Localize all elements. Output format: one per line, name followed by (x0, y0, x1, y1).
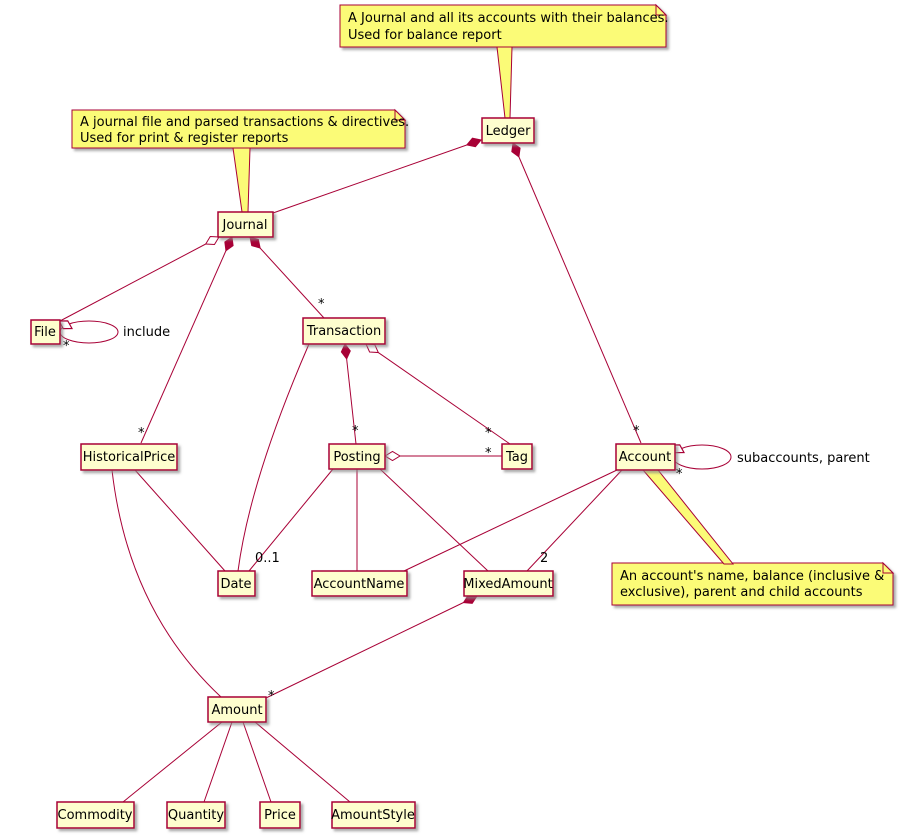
class-file (31, 320, 60, 344)
class-label-price: Price (264, 808, 296, 823)
edge-mixedamount-amount (266, 596, 477, 698)
edge-amount-quantity (204, 722, 232, 802)
class-label-accountname: AccountName (313, 577, 405, 592)
note-account-line1: An account's name, balance (inclusive & (620, 569, 885, 584)
class-label-amount: Amount (211, 703, 263, 718)
class-transaction (303, 318, 385, 344)
note-ledger-line1: A Journal and all its accounts with their balances. (348, 11, 669, 26)
edge-ledger-journal (273, 140, 481, 213)
edge-amount-amountstyle (255, 722, 350, 802)
edge-historicalprice-date (135, 470, 225, 571)
class-label-transaction: Transaction (306, 324, 382, 339)
note-account-pointer (643, 470, 733, 564)
class-label-mixedamount: MixedAmount (463, 577, 553, 592)
multiplicity-account-mixedamount: 2 (540, 551, 549, 566)
edge-journal-transaction (250, 237, 324, 318)
class-historicalprice (81, 444, 177, 470)
class-label-tag: Tag (505, 450, 529, 465)
multiplicity-account-self: * (676, 467, 683, 482)
class-commodity (57, 802, 134, 828)
class-date (218, 571, 255, 596)
edge-posting-mixedamount (380, 469, 488, 571)
edge-account-accountname (404, 470, 617, 571)
note-journal-line1: A journal file and parsed transactions & directives. (80, 115, 410, 130)
class-label-account: Account (618, 450, 672, 465)
class-tag (502, 444, 532, 469)
class-label-quantity: Quantity (167, 808, 225, 823)
class-nodes (31, 118, 675, 828)
class-ledger (482, 118, 534, 143)
class-quantity (167, 802, 225, 828)
edge-ledger-account (513, 143, 641, 443)
multiplicity-transaction-posting: * (352, 424, 359, 439)
class-label-commodity: Commodity (57, 808, 133, 823)
note-ledger-line2: Used for balance report (348, 28, 502, 43)
class-label-date: Date (220, 577, 252, 592)
multiplicity-journal-transaction: * (318, 297, 325, 312)
class-amount (208, 697, 266, 722)
note-journal-pointer (233, 148, 250, 212)
edge-label-layer (63, 297, 870, 704)
multiplicity-posting-tag: * (485, 446, 492, 461)
edge-journal-file (60, 237, 219, 321)
class-accountname (312, 571, 407, 596)
multiplicity-ledger-account: * (633, 424, 640, 439)
multiplicity-journal-historicalprice: * (138, 426, 145, 441)
edge-transaction-date (238, 344, 309, 571)
class-label-file: File (34, 325, 56, 340)
class-journal (218, 212, 273, 237)
multiplicity-posting-date: 0..1 (255, 551, 280, 566)
edge-journal-historicalprice (141, 237, 232, 443)
note-account-fold (883, 563, 893, 573)
label-include: include (123, 325, 171, 340)
class-label-ledger: Ledger (485, 124, 531, 139)
edge-amount-commodity (123, 722, 222, 802)
edge-historicalprice-amount (112, 470, 221, 697)
class-label-journal: Journal (222, 218, 268, 233)
note-ledger-pointer (497, 47, 512, 118)
notes (72, 5, 893, 605)
multiplicity-mixedamount-amount: * (268, 689, 275, 704)
class-label-posting: Posting (333, 450, 381, 465)
note-journal-line2: Used for print & register reports (80, 131, 289, 146)
multiplicity-file-self: * (63, 339, 70, 354)
class-account (616, 444, 675, 470)
label-subaccounts-parent: subaccounts, parent (737, 451, 870, 466)
edges (57, 140, 731, 802)
class-price (260, 802, 300, 828)
class-amountstyle (331, 802, 415, 828)
class-posting (329, 444, 385, 469)
edge-amount-price (243, 722, 271, 802)
note-account-line2: exclusive), parent and child accounts (620, 585, 863, 600)
class-label-amountstyle: AmountStyle (331, 808, 415, 823)
multiplicity-transaction-tag: * (485, 426, 492, 441)
class-label-historicalprice: HistoricalPrice (82, 450, 176, 465)
class-mixedamount (463, 571, 553, 596)
